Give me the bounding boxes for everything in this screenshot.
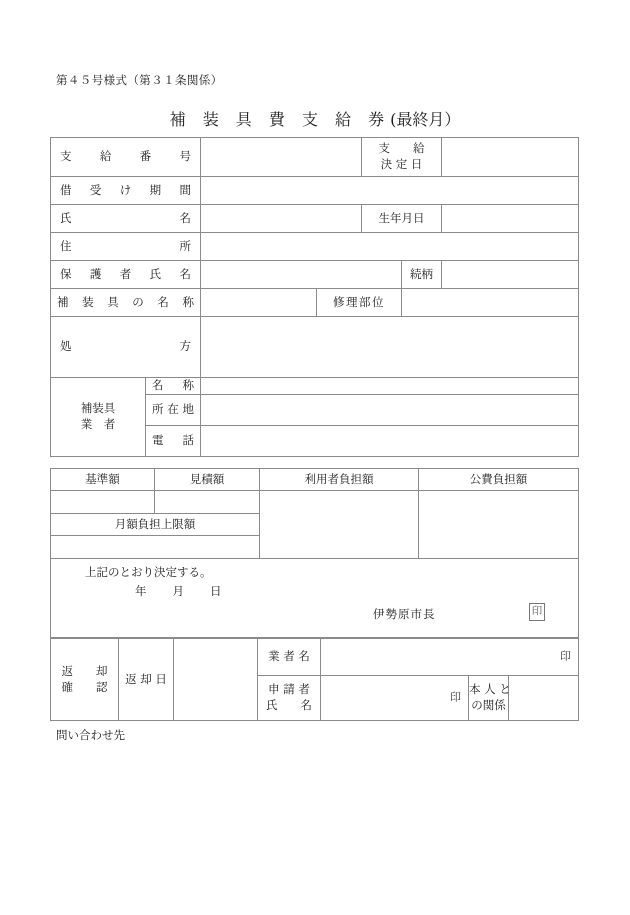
seal-icon: 印 bbox=[450, 690, 461, 704]
field-estimate-amount[interactable] bbox=[155, 491, 260, 514]
header-monthly-cap: 月額負担上限額 bbox=[51, 514, 260, 536]
header-user-burden: 利用者負担額 bbox=[260, 469, 419, 491]
label-prescription: 処 方 bbox=[51, 317, 201, 378]
field-monthly-cap[interactable] bbox=[51, 536, 260, 559]
field-relationship[interactable] bbox=[442, 261, 579, 289]
decision-cell bbox=[51, 559, 579, 638]
field-device-name[interactable] bbox=[201, 289, 317, 317]
seal-icon: 印 bbox=[529, 603, 545, 621]
table-row bbox=[51, 491, 579, 514]
label-rental-period: 借受け期間 bbox=[51, 177, 201, 205]
field-vendor-phone[interactable] bbox=[201, 425, 579, 456]
form-number: 第４５号様式（第３１条関係） bbox=[56, 73, 223, 87]
field-repair-part[interactable] bbox=[402, 289, 579, 317]
table-row bbox=[51, 233, 579, 261]
field-rental-period[interactable] bbox=[201, 177, 579, 205]
field-standard-amount[interactable] bbox=[51, 491, 155, 514]
field-public-burden[interactable] bbox=[419, 491, 579, 559]
field-prescription[interactable] bbox=[201, 317, 579, 378]
label-relation-to-person: 本 人 と の関係 bbox=[469, 676, 509, 721]
label-repair-part: 修理部位 bbox=[317, 289, 402, 317]
field-name[interactable] bbox=[201, 205, 362, 233]
label-name: 氏 名 bbox=[51, 205, 201, 233]
header-public-burden: 公費負担額 bbox=[419, 469, 579, 491]
field-payment-decision-date[interactable] bbox=[442, 138, 579, 177]
field-user-burden[interactable] bbox=[260, 491, 419, 559]
table-row bbox=[51, 317, 579, 378]
field-address[interactable] bbox=[201, 233, 579, 261]
label-applicant-name: 申 請 者 氏 名 bbox=[258, 676, 321, 721]
table-row bbox=[51, 639, 579, 676]
table-row bbox=[51, 261, 579, 289]
table-row bbox=[51, 469, 579, 491]
label-vendor-name: 名 称 bbox=[146, 378, 201, 395]
table-row bbox=[51, 378, 579, 395]
label-device-name: 補装具の名称 bbox=[51, 289, 201, 317]
amount-table bbox=[50, 468, 579, 559]
mayor-name: 伊勢原市長 bbox=[373, 607, 436, 621]
label-vendor-block: 補装具 業 者 bbox=[51, 378, 146, 457]
applicant-info-table bbox=[50, 137, 579, 457]
label-payment-number: 支給番号 bbox=[51, 138, 201, 177]
contact-note: 問い合わせ先 bbox=[56, 728, 125, 742]
header-standard-amount: 基準額 bbox=[51, 469, 155, 491]
table-row bbox=[51, 289, 579, 317]
label-guardian-name: 保護者氏名 bbox=[51, 261, 201, 289]
table-row bbox=[51, 177, 579, 205]
label-address: 住 所 bbox=[51, 233, 201, 261]
label-vendor-address: 所在地 bbox=[146, 394, 201, 425]
return-confirmation-table bbox=[50, 638, 579, 721]
label-birthdate: 生年月日 bbox=[362, 205, 442, 233]
page-title-suffix: (最終月） bbox=[390, 110, 461, 129]
decision-statement: 上記のとおり決定する。 bbox=[85, 565, 212, 579]
field-relation-to-person[interactable] bbox=[509, 676, 579, 721]
field-payment-number[interactable] bbox=[201, 138, 362, 177]
field-guardian-name[interactable] bbox=[201, 261, 402, 289]
page-title bbox=[0, 107, 630, 130]
table-row bbox=[51, 205, 579, 233]
field-return-date[interactable] bbox=[174, 639, 258, 721]
table-row bbox=[51, 559, 579, 638]
seal-icon: 印 bbox=[560, 649, 572, 663]
header-estimate-amount: 見積額 bbox=[155, 469, 260, 491]
field-vendor-address[interactable] bbox=[201, 394, 579, 425]
field-applicant-name[interactable] bbox=[321, 676, 469, 721]
decision-table bbox=[50, 558, 579, 638]
field-vendor-name-return[interactable] bbox=[321, 639, 579, 676]
label-relationship: 続柄 bbox=[402, 261, 442, 289]
decision-date-line: 年 月 日 bbox=[135, 584, 223, 598]
table-row bbox=[51, 138, 579, 177]
field-vendor-name[interactable] bbox=[201, 378, 579, 395]
label-return-confirm: 返 却 確 認 bbox=[51, 639, 119, 721]
label-return-date: 返 却 日 bbox=[119, 639, 174, 721]
label-vendor-name-return: 業 者 名 bbox=[258, 639, 321, 676]
page-title-main: 補 装 具 費 支 給 券 bbox=[169, 110, 391, 129]
label-vendor-phone: 電 話 bbox=[146, 425, 201, 456]
label-payment-decision-date: 支 給 決 定 日 bbox=[362, 138, 442, 177]
field-birthdate[interactable] bbox=[442, 205, 579, 233]
